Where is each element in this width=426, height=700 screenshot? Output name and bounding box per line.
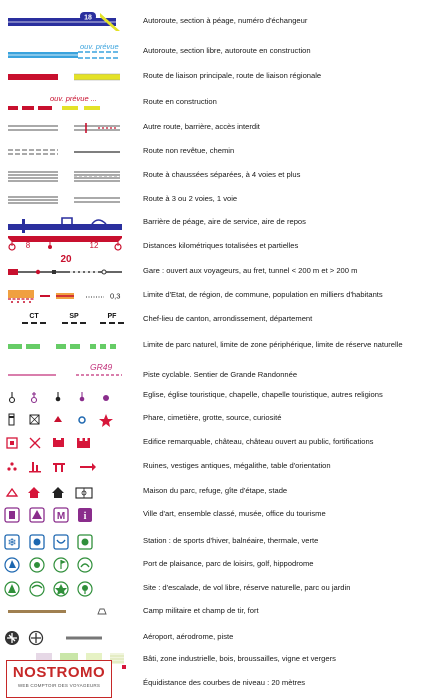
legend-label: Phare, cimetière, grotte, source, curiosité	[143, 413, 282, 422]
road-construction-symbol	[0, 92, 134, 114]
boundaries-symbol	[0, 285, 134, 307]
legend-row-lane-road	[0, 189, 426, 211]
legend-label: Autoroute, section libre, autoroute en construction	[143, 46, 311, 55]
other-road-symbol	[0, 117, 134, 139]
legend-label: Limite d'Etat, de région, de commune, population en milliers d'habitants	[143, 290, 383, 299]
nostromo-logo	[6, 660, 112, 698]
legend-label: Route en construction	[143, 97, 217, 106]
gr-tag: GR49	[90, 362, 113, 372]
canton-tag: CT	[22, 311, 46, 324]
legend-row-other-road	[0, 117, 426, 139]
unpaved-road-symbol	[0, 141, 134, 163]
legend-label: Gare : ouvert aux voyageurs, au fret, tunnel < 200 m et > 200 m	[143, 266, 358, 275]
legend-label: Station : de sports d'hiver, balnéaire, thermale, verte	[143, 536, 319, 545]
toll-barrier-symbol	[0, 212, 134, 234]
legend-label: Maison du parc, refuge, gîte d'étape, stade	[143, 486, 288, 495]
resort-icons	[0, 531, 134, 553]
legend-label: Ville d'art, ensemble classé, musée, office du tourisme	[143, 509, 326, 518]
distance-partial-a: 8	[25, 241, 31, 250]
legend-row-motorway-free	[0, 41, 426, 63]
legend-row-unpaved-road	[0, 141, 426, 163]
legend-row-airport	[0, 627, 426, 649]
legend-label: Eglise, église touristique, chapelle, chapelle touristique, autres religions	[143, 390, 383, 399]
legend-row-art-city	[0, 504, 426, 526]
logo-tagline: WEB COMPTOIR DES VOYAGEURS	[17, 683, 101, 688]
legend-label: Site : d'escalade, de vol libre, réserve naturelle, parc ou jardin	[143, 583, 351, 592]
legend-row-road-construction	[0, 92, 426, 114]
airport-icons	[0, 627, 134, 649]
legend-label: Edifice remarquable, château, château ouvert au public, fortifications	[143, 437, 374, 446]
legend-row-station	[0, 261, 426, 283]
legend-label: Camp militaire et champ de tir, fort	[143, 606, 259, 615]
legend-row-church	[0, 385, 426, 407]
legend-label: Limite de parc naturel, limite de zone périphérique, limite de réserve naturelle	[143, 340, 403, 349]
admin-symbol	[0, 309, 134, 331]
distance-partial-b: 12	[89, 241, 99, 250]
svg-text:i: i	[83, 511, 87, 522]
legend-row-building	[0, 432, 426, 454]
legend-label: Route non revêtue, chemin	[143, 146, 235, 155]
legend-label: Équidistance des courbes de niveau : 20 mètres	[143, 678, 306, 687]
legend-row-admin	[0, 309, 426, 331]
legend-row-main-road	[0, 66, 426, 88]
church-icons	[0, 385, 134, 407]
distance-total: 20	[60, 254, 72, 265]
legend-row-marina	[0, 554, 426, 576]
legend-row-site	[0, 578, 426, 600]
legend-row-toll-barrier	[0, 212, 426, 234]
legend-label: Distances kilométriques totalisées et partielles	[143, 241, 299, 250]
legend-row-military	[0, 601, 426, 623]
construction-tag: ouv. prévue ...	[50, 94, 97, 103]
legend-label: Port de plaisance, parc de loisirs, golf, hippodrome	[143, 559, 314, 568]
legend-label: Route à chaussées séparées, à 4 voies et plus	[143, 170, 301, 179]
legend-label: Route à 3 ou 2 voies, 1 voie	[143, 194, 238, 203]
legend-label: Piste cyclable. Sentier de Grande Randonnée	[143, 370, 298, 379]
logo-name: NOSTROMO	[12, 664, 106, 681]
population-value: 0,3	[110, 291, 121, 301]
legend-label: Route de liaison principale, route de liaison régionale	[143, 71, 322, 80]
legend-row-lighthouse	[0, 408, 426, 430]
motorway-free-symbol	[0, 41, 134, 63]
legend-row-boundaries	[0, 285, 426, 307]
svg-text:❄: ❄	[7, 536, 17, 549]
station-symbol	[0, 261, 134, 283]
legend-row-park-house	[0, 481, 426, 503]
legend-label: Autre route, barrière, accès interdit	[143, 122, 260, 131]
legend-label: Bâti, zone industrielle, bois, broussailles, vigne et vergers	[143, 654, 336, 663]
arrondissement-tag: SP	[62, 311, 86, 324]
legend-row-motorway-toll	[0, 11, 426, 33]
legend-row-resort	[0, 531, 426, 553]
legend-label: Autoroute, section à péage, numéro d'échangeur	[143, 16, 308, 25]
legend-label: Chef-lieu de canton, arrondissement, département	[143, 314, 313, 323]
interchange-number: 18	[84, 14, 92, 22]
legend-row-ruins	[0, 456, 426, 478]
svg-text:M: M	[56, 511, 66, 522]
departement-tag: PF	[100, 311, 124, 324]
main-road-symbol	[0, 66, 134, 88]
motorway-toll-symbol	[0, 11, 134, 33]
legend-row-divided-road	[0, 165, 426, 187]
building-icons	[0, 432, 134, 454]
legend-row-park	[0, 335, 426, 357]
ruins-icons	[0, 456, 134, 478]
marina-icons	[0, 554, 134, 576]
park-house-icons	[0, 481, 134, 503]
military-symbol	[0, 601, 134, 623]
legend-label: Ruines, vestiges antiques, mégalithe, table d'orientation	[143, 461, 331, 470]
construction-tag: ouv. prévue	[80, 42, 119, 51]
art-city-icons	[0, 504, 134, 526]
park-symbol	[0, 335, 134, 357]
legend-label: Barrière de péage, aire de service, aire de repos	[143, 217, 306, 226]
site-icons	[0, 578, 134, 600]
legend-row-cycle	[0, 359, 426, 381]
lane-road-symbol	[0, 189, 134, 211]
lighthouse-icons	[0, 408, 134, 430]
legend-label: Aéroport, aérodrome, piste	[143, 632, 234, 641]
cycle-symbol	[0, 359, 134, 381]
divided-road-symbol	[0, 165, 134, 187]
